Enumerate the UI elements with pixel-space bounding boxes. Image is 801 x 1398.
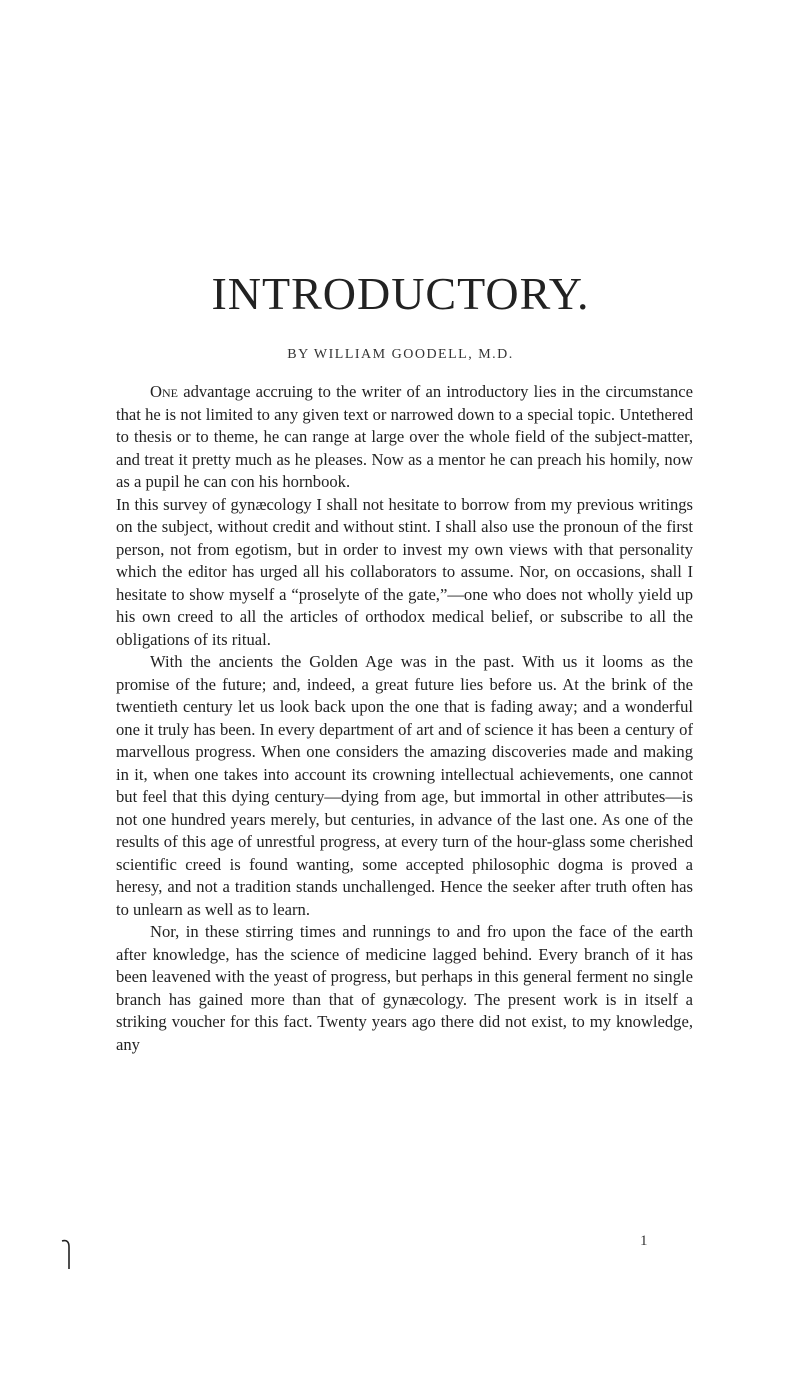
- page-number: 1: [640, 1233, 648, 1249]
- paragraph: [116, 921, 693, 1056]
- chapter-title: INTRODUCTORY.: [211, 268, 590, 319]
- paragraph: [116, 381, 693, 494]
- paragraph-text: With the ancients the Golden Age was in the past. With us it looms as the promise of the future; and, indeed, a great future lies before us. At the brink of the twentieth century let us look back upon the one that is fading away; and a wonderful one it truly has been. In every department of art and of science it has been a century of marvellous progress. When one considers the amazing discoveries made and making in it, when one takes into account its crowning intellectual achievements, one cannot but feel that this dying century—dying from age, but immortal in other attributes—is not one hundred years merely, but centuries, in advance of the last one. As one of the results of this age of unrestful progress, at every turn of the hour-glass some cherished scientific creed is found wanting, some accepted philosophic dogma is proved a heresy, and not a tradition stands unchallenged. Hence the seeker after truth often has to unlearn as well as to learn.: [116, 652, 693, 919]
- paragraph: [116, 651, 693, 921]
- paragraph: [116, 494, 693, 652]
- paragraph-text: Nor, in these stirring times and runnings to and fro upon the face of the earth after knowledge, has the science of medicine lagged behind. Every branch of it has been leavened with the yeast of progress, but perhaps in this general ferment no single branch has gained more than that of gynæcology. The present work is in itself a striking voucher for this fact. Twenty years ago there did not exist, to my knowledge, any: [116, 922, 693, 1054]
- paragraph-text: In this survey of gynæcology I shall not hesitate to borrow from my previous writings on the subject, without credit and without stint. I shall also use the pronoun of the first person, not from egotism, but in order to invest my own views with that personality which the editor has urged all his collaborators to assume. Nor, on occasions, shall I hesitate to show myself a “proselyte of the gate,”—one who does not wholly yield up his own creed to all the articles of orthodox medical belief, or subscribe to all the obligations of its ritual.: [116, 494, 693, 649]
- body-text: [116, 381, 693, 1056]
- paragraph-lead: One: [150, 382, 178, 401]
- author-byline: BY WILLIAM GOODELL, M.D.: [287, 347, 514, 362]
- printers-mark-icon: [60, 1235, 74, 1271]
- paragraph-text: advantage accruing to the writer of an introductory lies in the circumstance that he is not limited to any given text or narrowed down to a special topic. Untethered to thesis or to theme, he can range at large over the whole field of the subject-matter, and treat it pretty much as he pleases. Now as a mentor he can preach his homily, now as a pupil he can con his hornbook.: [116, 382, 693, 491]
